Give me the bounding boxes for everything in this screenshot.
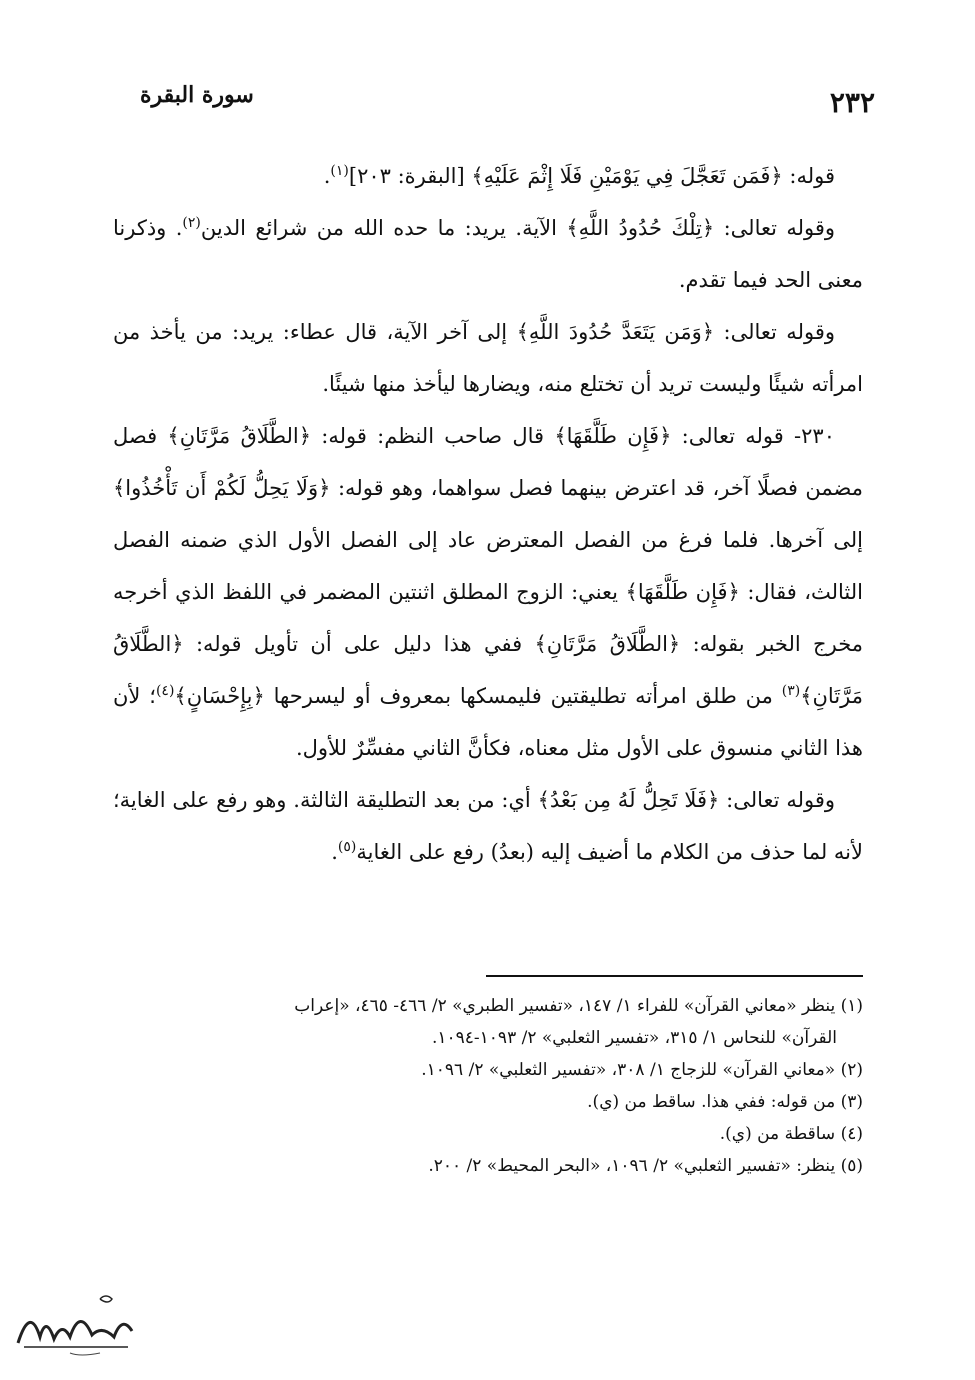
quran-quote: ﴿وَمَن يَتَعَدَّ حُدُودَ اللَّهِ﴾: [516, 320, 715, 344]
text-run: فصل مضمن فصلًا آخر، قد اعترض بينهما فصل سواهما، وهو قوله:: [113, 424, 863, 500]
paragraph: [113, 306, 863, 410]
text-run: إلى آخرها. فلما فرغ من الفصل المعترض عاد إلى الفصل الأول الذي ضمنه الفصل الثالث، فقال:: [113, 528, 863, 604]
footnote: (٤) ساقطة من (ي).: [719, 1124, 863, 1144]
quran-quote: ﴿تِلْكَ حُدُودُ اللَّهِ﴾: [566, 216, 715, 240]
quran-quote: ﴿وَلَا يَحِلُّ لَكُمْ أَن تَأْخُذُوا﴾: [113, 476, 331, 500]
paragraph: [113, 410, 863, 774]
footnote-ref[interactable]: (٣): [781, 683, 801, 699]
text-run: . وذكرنا معنى الحد فيما تقدم.: [113, 216, 863, 292]
text-run: وقوله تعالى:: [714, 216, 836, 240]
text-run: أي: من بعد التطليقة الثالثة. وهو رفع على الغاية؛ لأنه لما حذف من الكلام ما أضيف إليه (بعدُ) رفع على الغاية: [113, 788, 863, 864]
quran-quote: ﴿فَإِن طَلَّقَهَا﴾: [554, 424, 672, 448]
quran-quote: ﴿فَلَا تَحِلُّ لَهُ مِن بَعْدُ﴾: [537, 788, 720, 812]
text-run: .: [331, 840, 338, 864]
footnote: (١) ينظر «معاني القرآن» للفراء ١/ ١٤٧، «تفسير الطبري» ٢/ ٤٦٦- ٤٦٥، «إعراب: [294, 996, 863, 1016]
text-run: قال صاحب النظم: قوله:: [311, 424, 555, 448]
paragraph: [113, 150, 863, 202]
text-run: وقوله تعالى:: [719, 788, 836, 812]
quran-quote: ﴿فَمَن تَعَجَّلَ فِي يَوْمَيْنِ فَلَا إِثْمَ عَلَيْهِ﴾: [471, 164, 783, 188]
footnote: (٢) «معاني القرآن» للزجاج ١/ ٣٠٨، «تفسير الثعلبي» ٢/ ١٠٩٦.: [421, 1060, 863, 1080]
calligraphy-logo-icon: [10, 1285, 140, 1360]
paragraph: [113, 774, 863, 878]
text-run: الآية. يريد: ما حده الله من شرائع الدين: [200, 216, 567, 240]
text-run: من طلق امرأته تطليقتين فليمسكها بمعروف أو ليسرحها: [264, 684, 782, 708]
footnote-continuation: القرآن» للنحاس ١/ ٣١٥، «تفسير الثعلبي» ٢/ ١٠٩٣-١٠٩٤.: [431, 1028, 837, 1048]
text-run: ففي هذا دليل على أن تأويل قوله:: [183, 632, 535, 656]
text-run: .: [323, 164, 331, 188]
footnote-separator: [486, 975, 863, 977]
quran-quote: ﴿فَإِن طَلَّقَهَا﴾: [625, 580, 740, 604]
text-run: ٢٣٠- قوله تعالى:: [671, 424, 835, 448]
text-run: ؛ لأن هذا الثاني منسوق على الأول مثل معناه، فكأنَّ الثاني مفسِّرٌ للأول.: [113, 684, 863, 760]
main-text: [113, 150, 863, 878]
footnote-ref[interactable]: (١): [330, 163, 349, 179]
footnote-ref[interactable]: (٢): [182, 215, 201, 231]
watermark-logo: [10, 1285, 140, 1360]
footnote: (٥) ينظر: «تفسير الثعلبي» ٢/ ١٠٩٦، «البحر المحيط» ٢/ ٢٠٠.: [428, 1156, 863, 1176]
footnote-ref[interactable]: (٤): [155, 683, 175, 699]
quran-quote: ﴿الطَّلَاقُ مَرَّتَانِ﴾: [167, 424, 312, 448]
quran-quote: ﴿الطَّلَاقُ مَرَّتَانِ﴾: [534, 632, 681, 656]
footnote-ref[interactable]: (٥): [337, 839, 357, 855]
surah-title: سورة البقرة: [140, 82, 254, 108]
page-number: ٢٣٢: [829, 86, 875, 119]
page-header: [100, 80, 875, 126]
quran-quote: ﴿الطَّلَاقُ مَرَّتَانِ﴾: [113, 632, 864, 708]
footnote: (٣) من قوله: ففي هذا. ساقط من (ي).: [587, 1092, 863, 1112]
quran-quote: ﴿بِإِحْسَانٍ﴾: [174, 684, 265, 708]
footnotes: [113, 990, 863, 1182]
text-run: يعني: الزوج المطلق اثنتين المضمر في اللفظ الذي أخرجه مخرج الخبر بقوله:: [113, 580, 863, 656]
text-run: إلى آخر الآية، قال عطاء: يريد: من يأخذ من امرأته شيئًا وليست تريد أن تختلع منه، ويضارها ليأخذ منها شيئًا.: [113, 320, 863, 396]
text-run: قوله:: [782, 164, 835, 188]
text-run: [البقرة: ٢٠٣]: [348, 164, 472, 188]
text-run: وقوله تعالى:: [714, 320, 835, 344]
paragraph: [113, 202, 863, 306]
